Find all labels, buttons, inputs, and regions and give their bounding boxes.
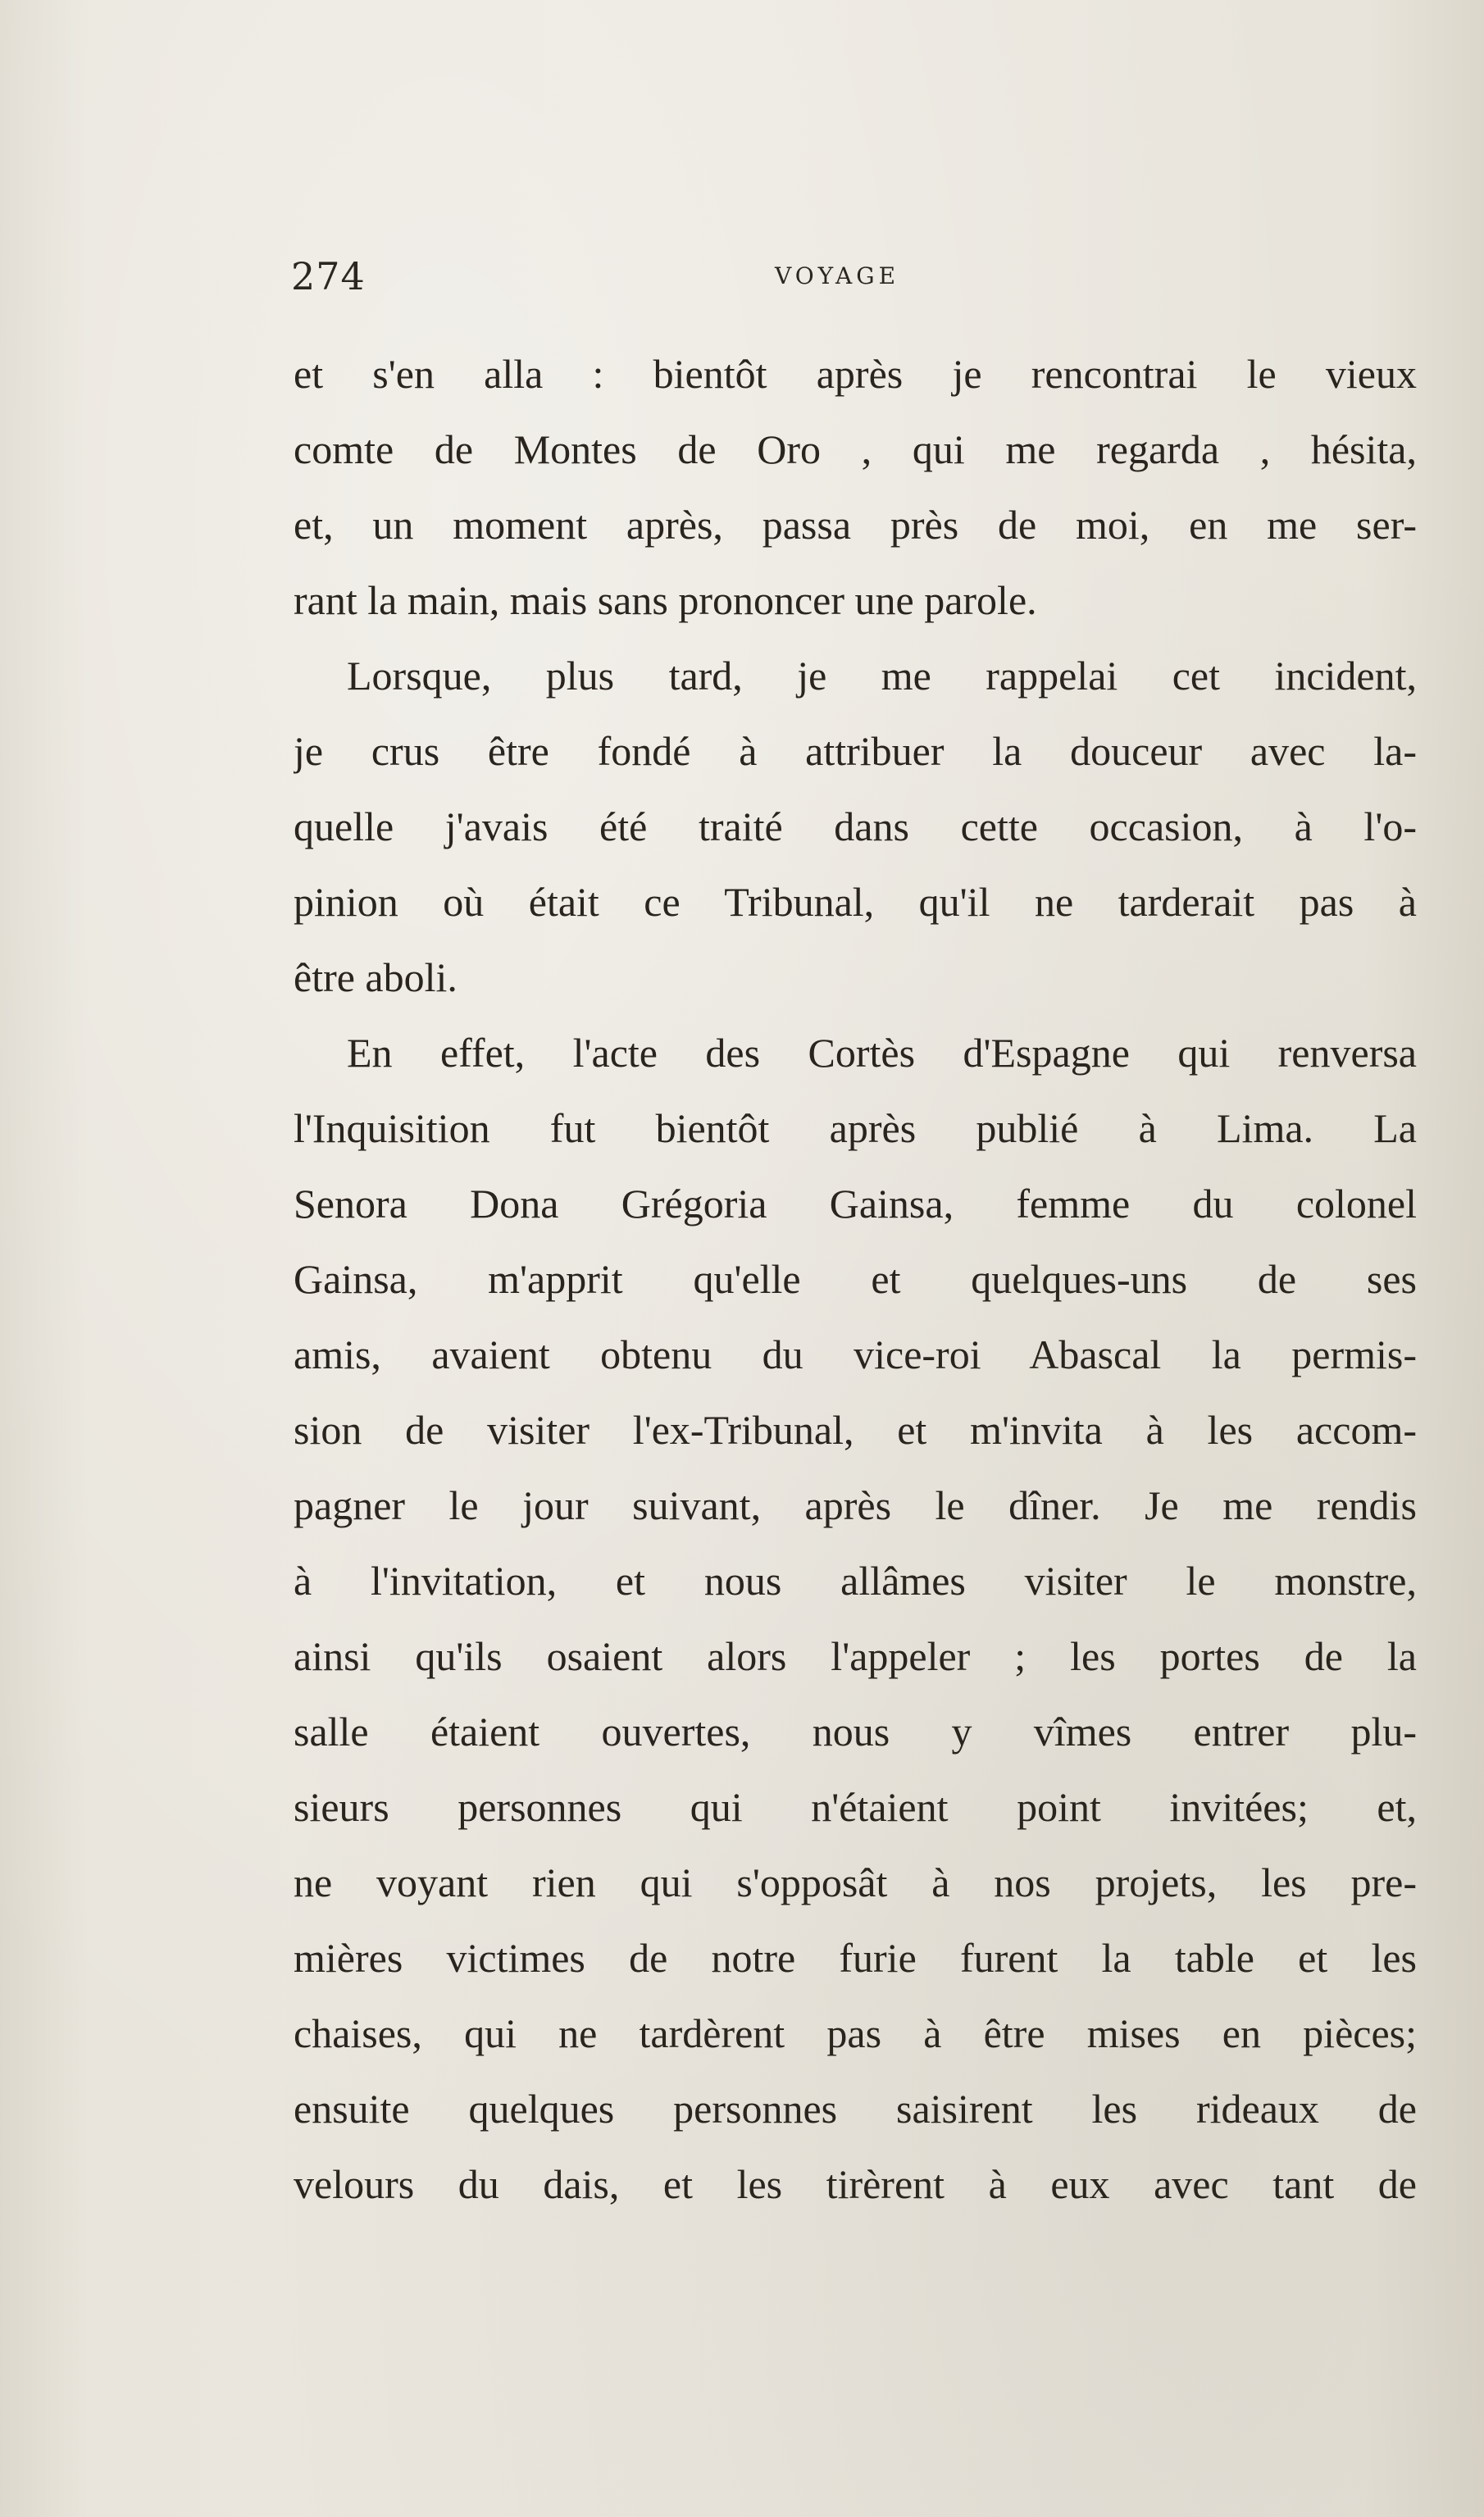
page-number: 274 <box>291 254 366 298</box>
text-line: mières victimes de notre furie furent la table et les <box>294 1935 1417 1981</box>
text-line: l'Inquisition fut bientôt après publié à Lima. La <box>294 1105 1417 1151</box>
text-line: salle étaient ouvertes, nous y vîmes entrer plu- <box>294 1709 1417 1755</box>
page-header <box>291 254 1414 312</box>
text-line: être aboli. <box>294 954 457 1000</box>
text-line: amis, avaient obtenu du vice-roi Abascal la permis- <box>294 1331 1417 1377</box>
text-line: sieurs personnes qui n'étaient point invitées; et, <box>294 1784 1417 1830</box>
text-line: pagner le jour suivant, après le dîner. Je me rendis <box>294 1482 1417 1528</box>
text-line: Senora Dona Grégoria Gainsa, femme du colonel <box>294 1181 1417 1227</box>
text-line: comte de Montes de Oro , qui me regarda , hésita, <box>294 426 1417 472</box>
text-line: quelle j'avais été traité dans cette occasion, à l'o- <box>294 803 1417 849</box>
text-line: rant la main, mais sans prononcer une parole. <box>294 577 1037 623</box>
text-line: et s'en alla : bientôt après je rencontrai le vieux <box>294 351 1417 397</box>
text-line: je crus être fondé à attribuer la douceur avec la- <box>294 728 1417 774</box>
text-line: et, un moment après, passa près de moi, en me ser- <box>294 502 1417 548</box>
text-line: chaises, qui ne tardèrent pas à être mises en pièces; <box>294 2010 1417 2056</box>
text-line: En effet, l'acte des Cortès d'Espagne qui renversa <box>347 1030 1417 1076</box>
running-head: VOYAGE <box>775 262 900 289</box>
text-line: sion de visiter l'ex-Tribunal, et m'invita à les accom- <box>294 1407 1417 1453</box>
text-line: ne voyant rien qui s'opposât à nos projets, les pre- <box>294 1859 1417 1905</box>
text-line: pinion où était ce Tribunal, qu'il ne tarderait pas à <box>294 879 1417 925</box>
text-line: ainsi qu'ils osaient alors l'appeler ; les portes de la <box>294 1633 1417 1679</box>
body-text <box>294 336 1417 2222</box>
text-line: à l'invitation, et nous allâmes visiter le monstre, <box>294 1558 1417 1604</box>
text-line: ensuite quelques personnes saisirent les rideaux de <box>294 2086 1417 2132</box>
text-line: Lorsque, plus tard, je me rappelai cet incident, <box>347 653 1417 699</box>
text-line: velours du dais, et les tirèrent à eux avec tant de <box>294 2161 1417 2207</box>
text-line: Gainsa, m'apprit qu'elle et quelques-uns de ses <box>294 1256 1417 1302</box>
